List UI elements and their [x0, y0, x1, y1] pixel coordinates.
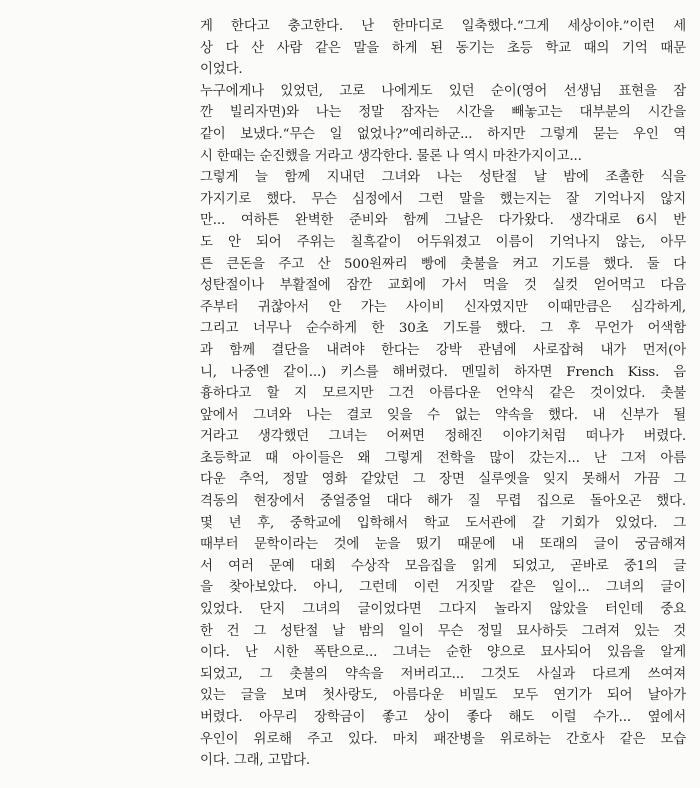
text-line: 흉하다고 할 지 모르지만 그건 아름다운 언약식 같은 것이었다. 촛불 — [200, 386, 686, 402]
text-line: 주부터 귀찮아서 안 가는 사이비 신자였지만 이때만큼은 심각하게, — [200, 299, 686, 315]
text-line: 튼 큰돈을 주고 산 500원짜리 빵에 촛불을 켜고 기도를 했다. 둘 다 — [200, 256, 686, 272]
text-line: 니, 나중엔 같이...) 키스를 해버렸다. 멘밀히 하자면 French Kiss. 음 — [200, 364, 686, 380]
text-line: 을 찾아보았다. 아니, 그런데 이런 거짓말 같은 일이... 그녀의 글이 — [200, 580, 686, 596]
text-line: 시 한때는 순진했을 거라고 생각한다. 물론 나 역시 마찬가지이고... — [200, 148, 582, 164]
text-line: 있는 글을 보며 첫사랑도, 아름다운 비밀도 모두 연기가 되어 날아가 — [200, 688, 686, 704]
text-line: 다운 추억, 정말 영화 같았던 그 장면 실루엣을 잊지 못해서 가끔 그 — [200, 472, 686, 488]
text-line: 때부터 문학이라는 것에 눈을 떴기 때문에 내 또래의 글이 궁금해져 — [200, 537, 686, 553]
text-line: 도 안 되어 주위는 칠흑같이 어두워졌고 이름이 기억나지 않는, 아무 — [200, 234, 686, 250]
text-line: 격동의 현장에서 중얼중얼 대다 해가 질 무렵 집으로 돌아오곤 했다. — [200, 494, 686, 510]
text-line: 버렸다. 아무리 장학금이 좋고 상이 좋다 해도 이럴 수가... 옆에서 — [200, 710, 686, 725]
text-line: 우인이 위로해 주고 있다. 마치 패잔병을 위로하는 간호사 같은 모습 — [200, 731, 686, 747]
body-text — [200, 16, 686, 772]
text-line: 성탄절이나 부활절에 잠깐 교회에 가서 먹을 것 실컷 얻어먹고 다음 — [200, 278, 686, 294]
text-line: 거라고 생각했던 그녀는 어쩌면 정해진 이야기처럼 떠나가 버렸다. — [200, 429, 686, 445]
text-line: 가지기로 했다. 무슨 심정에서 그런 말을 했는지는 잘 기억나지 않지 — [200, 191, 686, 207]
text-line: 깐 빌리자면)와 나는 정말 잠자는 시간을 빼놓고는 대부분의 시간을 — [200, 105, 686, 121]
text-line: 서 여러 문예 대회 수상작 모음집을 읽게 되었고, 곧바로 중1의 글 — [200, 558, 686, 574]
text-line: 초등학교 때 아이들은 왜 그렇게 전학을 많이 갔는지... 난 그저 아름 — [200, 450, 686, 466]
text-line: 과 함께 결단을 내려야 한다는 강박 관념에 사로잡혀 내가 먼저(아 — [200, 342, 686, 358]
text-line: 상 다 산 사람 같은 말을 하게 된 동기는 초등 학교 때의 기억 때문 — [200, 40, 686, 56]
text-line: 한 건 그 성탄절 날 밤의 일이 무슨 정밀 묘사하듯 그려져 있는 것 — [200, 623, 686, 639]
text-line: 그리고 너무나 순수하게 한 30초 기도를 했다. 그 후 무언가 어색함 — [200, 321, 686, 337]
text-line: 앞에서 그녀와 나는 결코 잊을 수 없는 약속을 했다. 내 신부가 될 — [200, 407, 686, 423]
text-line: 게 한다고 충고한다. 난 한마디로 일축했다.“그게 세상이야.”이런 세 — [200, 19, 686, 34]
text-line: 그렇게 늘 함께 지내던 그녀와 나는 성탄절 날 밤에 조촐한 식을 — [200, 170, 686, 186]
text-line: 만... 여하튼 완벽한 준비와 함께 그날은 다가왔다. 생각대로 6시 반 — [200, 213, 686, 229]
text-line: 누구에게나 있었던, 고로 나에게도 있던 순이(영어 선생님 표현을 잠 — [200, 83, 686, 99]
text-line: 같이 보냈다.“무슨 일 없었나?”예리하군... 하지만 그렇게 묻는 우인 역 — [200, 126, 686, 142]
text-line: 되었고, 그 촛불의 약속을 저버리고... 그것도 사실과 다르게 쓰여져 — [200, 666, 686, 682]
text-line: 이다. 그래, 고맙다. — [200, 753, 311, 769]
text-line: 있었다. 단지 그녀의 글이었다면 그다지 놀라지 않았을 터인데 중요 — [200, 602, 686, 618]
text-line: 이다. 난 시한 폭탄으로... 그녀는 순한 양으로 묘사되어 있음을 알게 — [200, 645, 686, 661]
text-line: 몇 년 후, 중학교에 입학해서 학교 도서관에 갈 기회가 있었다. 그 — [200, 515, 686, 531]
text-line: 이었다. — [200, 62, 243, 78]
